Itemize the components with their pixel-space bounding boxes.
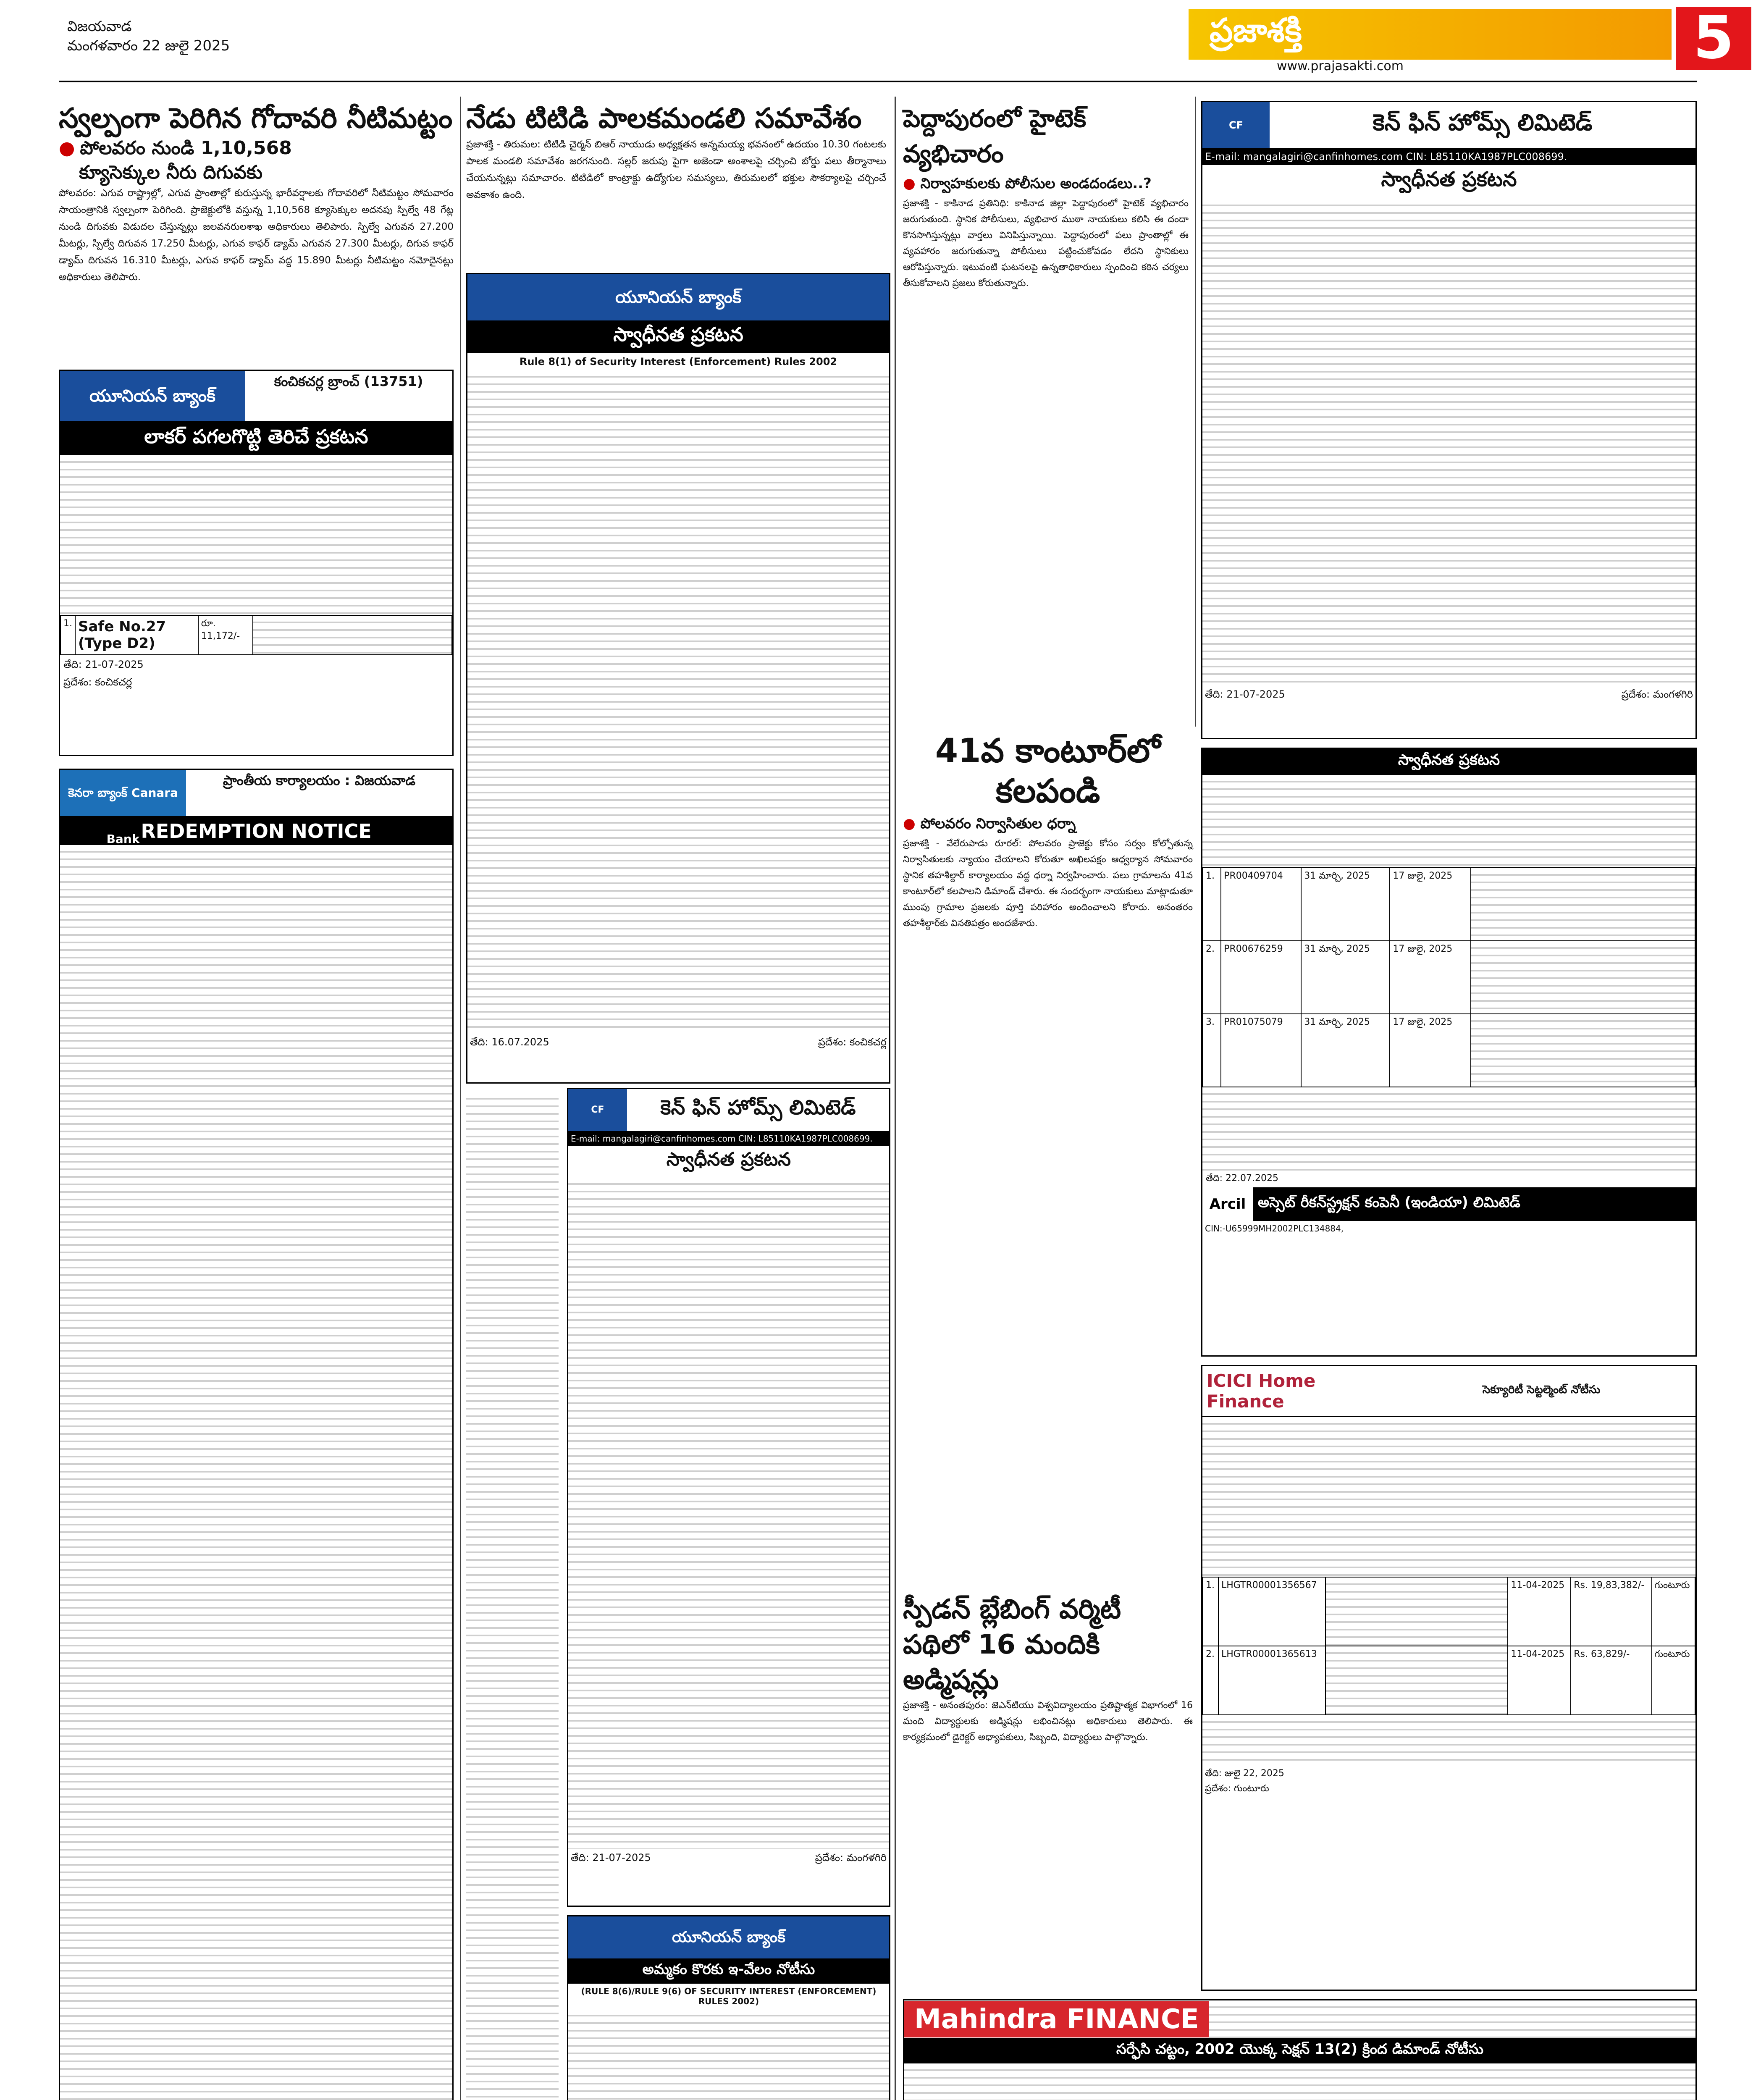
possession-date: 17 జులై, 2025 [1390,1014,1471,1087]
headline: 41వ కాంటూర్‌లో కలపండి [935,732,1161,810]
ad-title: సర్ఫేసి చట్టం, 2002 యొక్క సెక్షన్ 13(2) క్రింద డిమాండ్ నోటీసు [904,2038,1695,2063]
ad-text [1202,1715,1695,1766]
canfin-logo: CF [568,1089,627,1131]
ad-text [467,370,889,1034]
row-locker: Safe No.27 (Type D2) [75,615,198,655]
column-divider [1195,97,1196,727]
city: విజయవాడ [67,18,132,35]
ad-title: లాకర్ పగలగొట్టి తెరిచే ప్రకటన [60,423,452,455]
ad-title: స్వాధీనత ప్రకటన [666,1149,791,1170]
ad-arcil [1201,748,1697,1357]
bank-logo: కెనరా బ్యాంక్ Canara Bank [60,770,186,816]
loan-number: PR00409704 [1221,868,1301,941]
column-text-filler [466,1092,559,2100]
headline: పెద్దాపురంలో హైటెక్ వ్యభిచారం [903,104,1087,168]
icici-row [1203,1646,1695,1715]
ad-text [568,2009,889,2100]
subheadline: ● పోలవరం నుండి 1,10,568 [59,136,454,160]
ad-text [1202,1417,1695,1577]
canfin-logo: CF [1202,102,1270,148]
ad-canara [59,769,454,2100]
ad-place: ప్రదేశం: కంచికచర్ల [818,1036,887,1048]
ad-date: తేది: 21-07-2025 [571,1852,651,1864]
ad-canfin-2 [567,1088,890,1907]
ad-canfin-1 [1201,101,1697,739]
row-details [1471,1014,1695,1087]
icici-table [1202,1577,1695,1715]
article-body: పోలవరం: ఎగువ రాష్ట్రాల్లో, ఎగువ ప్రాంతాల్లో కురుస్తున్న భారీవర్షాలకు గోదావరిలో నీటిమట్టం సోమవారం సాయంత్రానికి స్వల్పంగా పెరిగింది. ప్రాజెక్టులోకి వస్తున్న 1,10,568 క్యూసెక్కుల అదనపు స్పిల్వే 48 గేట్ల నుండి దిగువకు విడుదల చేస్తున్నట్లు జలవనరులశాఖ అధికారులు తెలిపారు. స్పిల్వే ఎగువన 27.200 మీటర్లు, స్పిల్వే దిగువన 17.250 మీటర్లు, ఎగువ కాఫర్ డ్యామ్ ఎగువన 27.300 మీటర్లు, దిగువ కాఫర్ డ్యామ్ దిగువన 16.310 మీటర్లు, ఎగువ కాఫర్ డ్యామ్ వద్ద 15.890 మీటర్లు నీటిమట్టం నమోదైనట్లు అధికారులు తెలిపారు. [59,188,454,283]
loan-number: PR00676259 [1221,941,1301,1014]
article-speed [903,1592,1193,1746]
header-rule [59,81,1697,82]
ad-union-locker [59,370,454,756]
ad-text [904,2063,1695,2100]
brand-name: ప్రజాశక్తి [1210,12,1302,50]
ad-title: సెక్యూరిటీ సెట్టల్మెంట్ నోటీసు [1482,1383,1601,1396]
arcil-row [1203,941,1695,1014]
ad-text [1202,775,1695,867]
icici-logo: ICICI Home Finance [1207,1370,1316,1412]
column-divider [895,97,896,2100]
ad-date: తేది: 16.07.2025 [470,1036,549,1048]
notice-date: 31 మార్చి, 2025 [1301,941,1390,1014]
amount: Rs. 19,83,382/- [1571,1577,1651,1646]
notice-date: 11-04-2025 [1508,1646,1571,1715]
ad-title: అమ్మకం కొరకు ఇ-వేలం నోటీసు [568,1958,889,1984]
article-ttd [466,101,886,203]
ad-place: ప్రదేశం: మంగళగిరి [815,1852,887,1864]
article-body: ప్రజాశక్తి - వేలేరుపాడు రూరల్: పోలవరం ప్రాజెక్టు కోసం సర్వం కోల్పోతున్న నిర్వాసితులకు న్యాయం చేయాలని కోరుతూ అఖిలపక్షం ఆధ్వర్యాన సోమవారం స్థానిక తహశీల్దార్ కార్యాలయం వద్ద ధర్నా నిర్వహించారు. పలు గ్రామాలను 41వ కాంటూర్‌లో కలపాలని డిమాండ్ చేశారు. ఈ సందర్భంగా నాయకులు మాట్లాడుతూ ముంపు గ్రామాల ప్రజలకు పూర్తి పరిహారం అందించాలని కోరారు. అనంతరం తహశీల్దార్‌కు వినతిపత్రం అందజేశారు. [903,838,1193,929]
ad-text [60,455,452,615]
arcil-logo: Arcil [1202,1187,1253,1221]
headline: స్పీడన్ బ్లేబింగ్ వర్మిటీ పథిలో 16 మందికి అడ్మిషన్లు [903,1594,1121,1696]
branch: కంచికచర్ల బ్రాంచ్ (13751) [274,373,423,389]
locker-table [60,615,452,655]
possession-date: 17 జులై, 2025 [1390,868,1471,941]
row-no: 1. [1203,1577,1218,1646]
office-address [1209,2000,1695,2038]
ad-place: ప్రదేశం: గుంటూరు [1205,1783,1269,1794]
subheadline: క్యూసెక్కుల నీరు దిగువకు [79,162,262,183]
notice-date: 31 మార్చి, 2025 [1301,868,1390,941]
row-no: 2. [1203,941,1221,1014]
ad-title: స్వాధీనత ప్రకటన [1202,749,1695,775]
branch: గుంటూరు [1652,1577,1695,1646]
ad-place: ప్రదేశం: కంచికచర్ల [63,676,132,688]
row-details [1325,1646,1508,1715]
subheadline: ● నిర్వాహకులకు పోలీసుల అండదండలు..? [903,171,1189,196]
company-email[interactable]: E-mail: mangalagiri@canfinhomes.com CIN: L85110KA1987PLC008699. [1202,148,1695,165]
company-name: అస్సెట్ రీకన్‌స్ట్రక్షన్ కంపెనీ (ఇండియా) లిమిటెడ్ [1258,1194,1520,1211]
brand-url[interactable]: www.prajasakti.com [1277,59,1404,74]
ad-text [568,1177,889,1849]
company-name: కెన్ ఫిన్ హోమ్స్ లిమిటెడ్ [1373,109,1593,136]
headline: నేడు టిటిడి పాలకమండలి సమావేశం [466,102,862,134]
bank-logo: యూనియన్ బ్యాంక్ [60,371,245,421]
subheadline: ● పోలవరం నిర్వాసితుల ధర్నా [903,811,1193,836]
mahindra-logo: Mahindra FINANCE [904,2001,1209,2037]
ad-text [1202,1087,1695,1171]
ad-text [60,845,452,2100]
ad-place: ప్రదేశం: మంగళగిరి [1621,688,1693,700]
possession-date: 17 జులై, 2025 [1390,941,1471,1014]
amount: Rs. 63,829/- [1571,1646,1651,1715]
row-details [1471,941,1695,1014]
row-no: 1. [1203,868,1221,941]
ad-subtitle: (RULE 8(6)/RULE 9(6) OF SECURITY INTEREST (ENFORCEMENT) RULES 2002) [581,1986,877,2006]
ad-subtitle: Rule 8(1) of Security Interest (Enforcement) Rules 2002 [519,356,837,368]
notice-date: 11-04-2025 [1508,1577,1571,1646]
notice-date: 31 మార్చి, 2025 [1301,1014,1390,1087]
ad-title: స్వాధీనత ప్రకటన [1381,168,1517,191]
ad-date: తేది: 21-07-2025 [1205,688,1285,700]
ad-title: స్వాధీనత ప్రకటన [467,320,889,353]
ad-date: తేది: 21-07-2025 [63,659,144,670]
ad-icici [1201,1365,1697,1991]
ad-mahindra [903,1999,1697,2100]
bank-logo: యూనియన్ బ్యాంక్ [568,1916,889,1958]
company-name: కెన్ ఫిన్ హోమ్స్ లిమిటెడ్ [660,1096,856,1119]
company-cin: CIN:-U65999MH2002PLC134884, [1205,1223,1344,1234]
row-no: 3. [1203,1014,1221,1087]
ad-date: తేది: 22.07.2025 [1206,1173,1279,1184]
article-contour [903,731,1193,932]
masthead-left [67,17,230,55]
ad-union-possession [466,273,890,1084]
headline: స్వల్పంగా పెరిగిన గోదావరి నీటిమట్టం [59,102,453,134]
row-amount: రూ. 11,172/- [198,615,253,655]
bank-logo: యూనియన్ బ్యాంక్ [467,274,889,320]
ad-date: తేది: జులై 22, 2025 [1205,1768,1284,1779]
row-sno: 1. [60,615,75,655]
article-body: ప్రజాశక్తి - కాకినాడ ప్రతినిధి: కాకినాడ జిల్లా పెద్దాపురంలో హైటెక్ వ్యభిచారం జరుగుతుంది. స్థానిక పోలీసులు, వ్యభిచార ముఠా నాయకులు కలిసి ఈ దందా కొనసాగిస్తున్నట్లు వార్తలు వినిపిస్తున్నాయి. పెద్దాపురంలో పలు ప్రాంతాల్లో ఈ వ్యవహారం జరుగుతున్నా పోలీసులు పట్టించుకోవడం లేదని స్థానికులు ఆరోపిస్తున్నారు. ఇటువంటి ఘటనలపై ఉన్నతాధికారులు స్పందించి కఠిన చర్యలు తీసుకోవాలని ప్రజలు కోరుతున్నారు. [903,198,1189,289]
article-body: ప్రజాశక్తి - తిరుమల: టిటిడి చైర్మన్ బిఆర్ నాయుడు అధ్యక్షతన అన్నమయ్య భవనంలో ఉదయం 10.30 గంటలకు పాలక మండలి సమావేశం జరగనుంది. సల్లర్ జరుపు పైగా అజెండా అంశాలపై చర్చించి బోర్డు పలు తీర్మానాలు చేయనున్నట్లు సమాచారం. టిటిడిలో కాంట్రాక్టు ఉద్యోగుల సమస్యలు, తిరుమలలో భక్తుల సౌకర్యాలపై చర్చించే అవకాశం ఉంది. [466,139,886,200]
ad-text [1202,199,1695,686]
page-number: 5 [1676,7,1751,70]
icici-row [1203,1577,1695,1646]
arcil-row [1203,868,1695,941]
arcil-row [1203,1014,1695,1087]
column-divider [460,97,461,2100]
row-no: 2. [1203,1646,1218,1715]
row-details [253,615,452,655]
article-body: ప్రజాశక్తి - అనంతపురం: జెఎన్‌టియు విశ్వవిద్యాలయం ప్రతిష్టాత్మక విభాగంలో 16 మంది విద్యార్థులకు అడ్మిషన్లు లభించినట్లు అధికారులు తెలిపారు. ఈ కార్యక్రమంలో డైరెక్టర్ అధ్యాపకులు, సిబ్బంది, విద్యార్థులు పాల్గొన్నారు. [903,1700,1193,1743]
loan-number: LHGTR00001356567 [1218,1577,1325,1646]
row-details [1325,1577,1508,1646]
date: మంగళవారం 22 జులై 2025 [67,37,230,54]
row-details [1471,868,1695,941]
loan-number: LHGTR00001365613 [1218,1646,1325,1715]
company-email[interactable]: E-mail: mangalagiri@canfinhomes.com CIN: L85110KA1987PLC008699. [568,1131,889,1146]
ad-union-eauction [567,1915,890,2100]
article-godavari [59,101,454,286]
office: ప్రాంతీయ కార్యాలయం : విజయవాడ [223,772,416,788]
loan-number: PR01075079 [1221,1014,1301,1087]
article-peddapuram [903,101,1189,291]
branch: గుంటూరు [1652,1646,1695,1715]
ad-title: REDEMPTION NOTICE [60,817,452,845]
arcil-table [1202,867,1695,1087]
